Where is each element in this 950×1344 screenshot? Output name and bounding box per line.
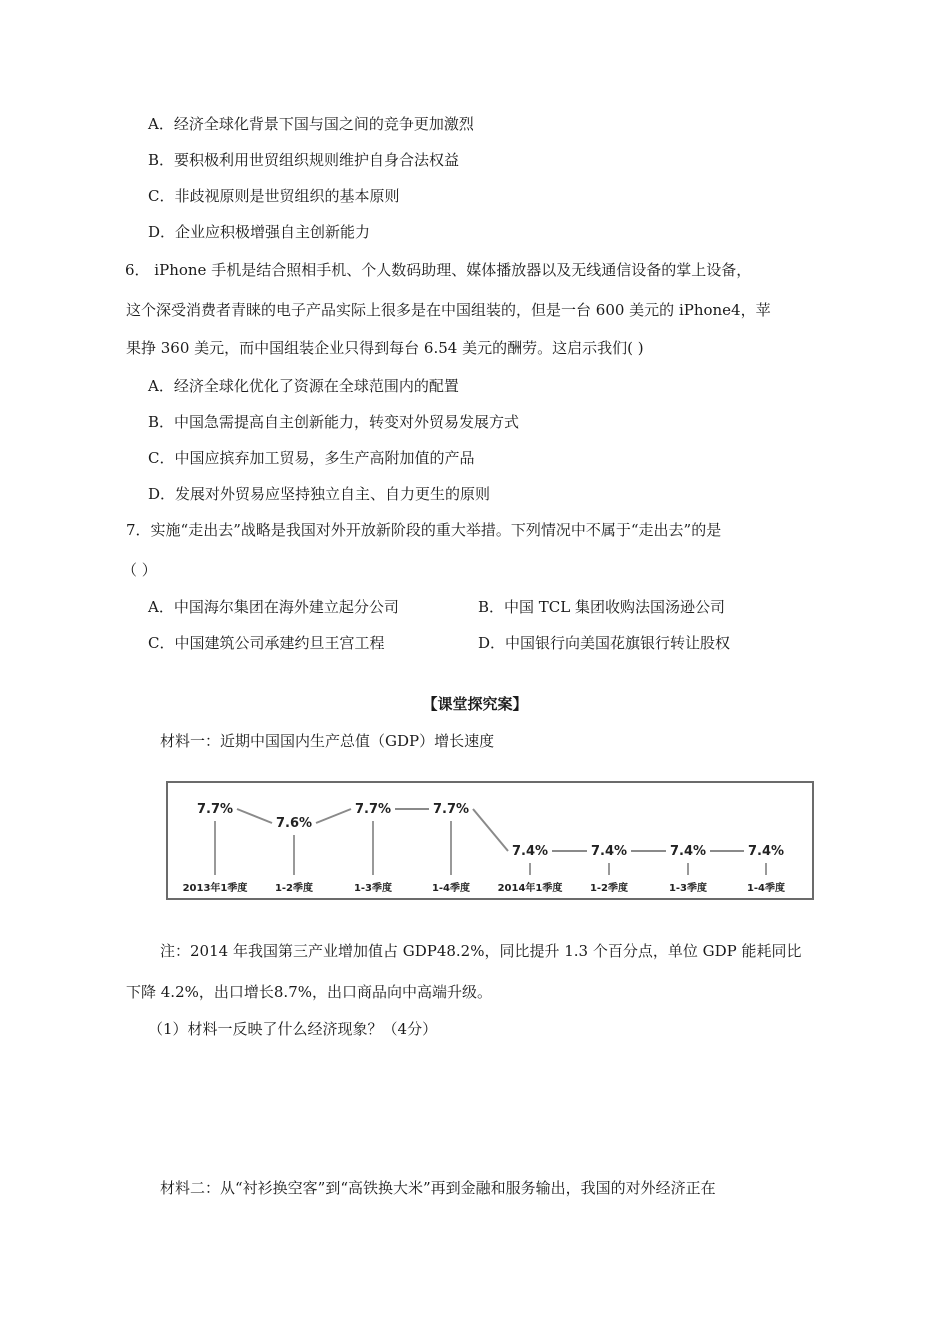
series-connector-1 xyxy=(237,809,272,823)
q7-option-a: A．中国海尔集团在海外建立起分公司 xyxy=(148,598,399,616)
value-label-3: 7.7% xyxy=(354,802,392,817)
value-label-4: 7.7% xyxy=(432,802,470,817)
section-title: 【课堂探究案】 xyxy=(422,695,528,713)
q5-option-d: D．企业应积极增强自主创新能力 xyxy=(148,223,371,241)
note-line-2: 下降 4.2%，出口增长8.7%，出口商品向中高端升级。 xyxy=(126,983,492,1001)
series-connector-2 xyxy=(316,809,351,823)
material1-caption: 材料一：近期中国国内生产总值（GDP）增长速度 xyxy=(160,732,495,750)
q7-option-c: C．中国建筑公司承建约旦王宫工程 xyxy=(148,634,385,652)
category-label-7: 1-3季度 xyxy=(668,883,708,894)
q6-stem-line-3: 果挣 360 美元，而中国组装企业只得到每台 6.54 美元的酬劳。这启示我们( ) xyxy=(126,339,644,357)
category-label-1: 2013年1季度 xyxy=(182,883,248,894)
category-label-2: 1-2季度 xyxy=(274,883,314,894)
q7-stem-line-1: 7．实施“走出去”战略是我国对外开放新阶段的重大举措。下列情况中不属于“走出去”的是 xyxy=(126,521,722,539)
q7-option-b: B．中国 TCL 集团收购法国汤逊公司 xyxy=(478,598,726,616)
category-label-3: 1-3季度 xyxy=(353,883,393,894)
q6-option-c: C．中国应摈弃加工贸易，多生产高附加值的产品 xyxy=(148,449,475,467)
q6-stem-line-2: 这个深受消费者青睐的电子产品实际上很多是在中国组装的，但是一台 600 美元的 iPhone4，苹 xyxy=(126,301,771,319)
q5-option-b: B．要积极利用世贸组织规则维护自身合法权益 xyxy=(148,151,460,169)
q6-option-a: A．经济全球化优化了资源在全球范围内的配置 xyxy=(148,377,459,395)
q5-option-a: A．经济全球化背景下国与国之间的竞争更加激烈 xyxy=(148,115,474,133)
value-label-6: 7.4% xyxy=(590,844,628,859)
q7-stem-line-2: （ ） xyxy=(122,561,157,579)
category-label-6: 1-2季度 xyxy=(589,883,629,894)
gdp-growth-chart xyxy=(166,781,814,900)
q7-option-d: D．中国银行向美国花旗银行转让股权 xyxy=(478,634,731,652)
gdp-chart-svg xyxy=(168,783,812,898)
note-line-1: 注：2014 年我国第三产业增加值占 GDP48.2%，同比提升 1.3 个百分点，单位 GDP 能耗同比 xyxy=(160,942,802,960)
value-label-8: 7.4% xyxy=(747,844,785,859)
value-label-5: 7.4% xyxy=(511,844,549,859)
q6-stem-line-1: 6． iPhone 手机是结合照相手机、个人数码助理、媒体播放器以及无线通信设备的掌上设备， xyxy=(125,261,752,279)
question-1: （1）材料一反映了什么经济现象？（4分） xyxy=(148,1020,438,1038)
series-connector-4 xyxy=(473,809,508,851)
q6-option-d: D．发展对外贸易应坚持独立自主、自力更生的原则 xyxy=(148,485,491,503)
category-label-8: 1-4季度 xyxy=(746,883,786,894)
material2-text: 材料二：从“衬衫换空客”到“高铁换大米”再到金融和服务输出，我国的对外经济正在 xyxy=(160,1179,716,1197)
category-label-4: 1-4季度 xyxy=(431,883,471,894)
value-label-7: 7.4% xyxy=(669,844,707,859)
category-label-5: 2014年1季度 xyxy=(497,883,563,894)
q5-option-c: C．非歧视原则是世贸组织的基本原则 xyxy=(148,187,400,205)
value-label-1: 7.7% xyxy=(196,802,234,817)
value-label-2: 7.6% xyxy=(275,816,313,831)
q6-option-b: B．中国急需提高自主创新能力，转变对外贸易发展方式 xyxy=(148,413,520,431)
